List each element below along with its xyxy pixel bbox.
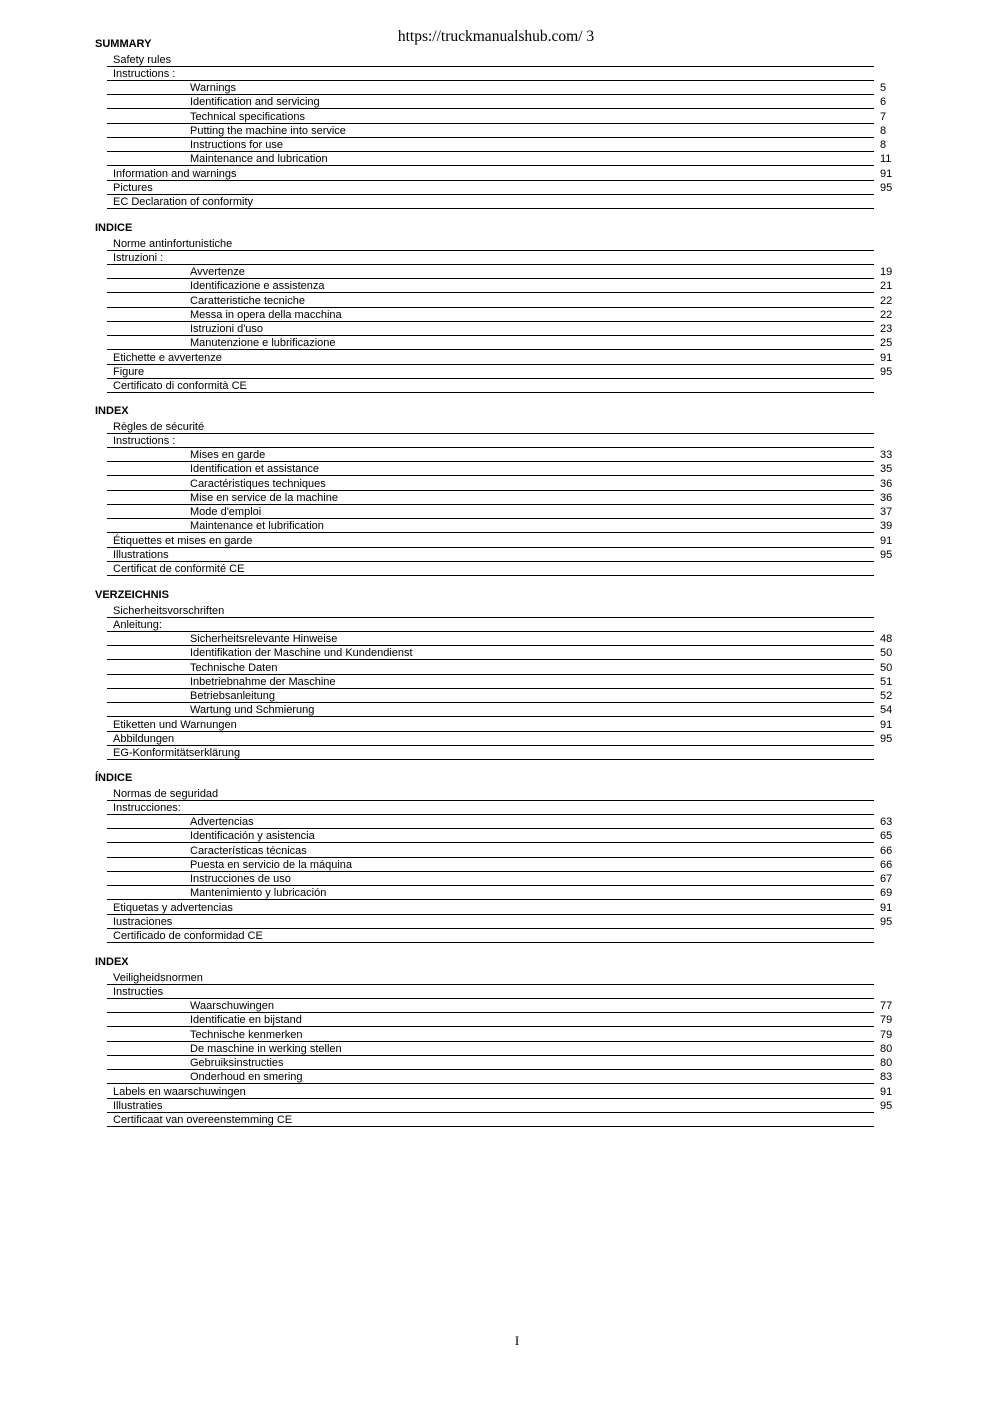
toc-entry-title: Illustraties xyxy=(113,1099,163,1112)
toc-entry-page: 83 xyxy=(880,1071,893,1084)
toc-entry-page: 52 xyxy=(880,690,893,702)
toc-entry-page: 69 xyxy=(880,887,893,900)
toc-entry[interactable] xyxy=(0,505,992,519)
toc-entry[interactable] xyxy=(0,915,992,929)
toc-entry-rule xyxy=(107,392,874,393)
toc-entry-title: Caractéristiques techniques xyxy=(190,477,326,490)
toc-entry[interactable] xyxy=(0,746,992,760)
toc-entry-title: Sicherheitsrelevante Hinweise xyxy=(190,633,338,645)
toc-entry[interactable] xyxy=(0,167,992,181)
toc-entry-page: 5 xyxy=(880,82,887,94)
toc-entry-title: Veiligheidsnormen xyxy=(113,971,203,984)
toc-entry-page: 11 xyxy=(880,153,892,166)
toc-entry[interactable] xyxy=(0,548,992,562)
toc-entry[interactable] xyxy=(0,844,992,858)
section-heading: VERZEICHNIS xyxy=(95,589,169,601)
toc-entry-title: Anleitung: xyxy=(113,618,162,631)
toc-entry-page: 7 xyxy=(880,110,887,123)
toc-entry-page: 63 xyxy=(880,816,893,828)
toc-entry[interactable] xyxy=(0,477,992,491)
toc-entry-title: Avvertenze xyxy=(190,266,245,278)
toc-entry[interactable] xyxy=(0,181,992,195)
toc-entry-title: Características técnicas xyxy=(190,844,307,857)
toc-entry-title: Instructions for use xyxy=(190,139,283,151)
toc-entry-page: 25 xyxy=(880,337,893,350)
toc-entry-title: Manutenzione e lubrificazione xyxy=(190,337,336,350)
toc-entry-page: 95 xyxy=(880,915,893,928)
toc-entry-title: De maschine in werking stellen xyxy=(190,1042,342,1055)
toc-entry-title: Illustrations xyxy=(113,548,169,561)
toc-entry[interactable] xyxy=(0,420,992,434)
toc-entry[interactable] xyxy=(0,787,992,801)
toc-entry[interactable] xyxy=(0,53,992,67)
toc-entry[interactable] xyxy=(0,632,992,646)
toc-entry-title: Maintenance et lubrification xyxy=(190,520,324,533)
toc-entry-page: 79 xyxy=(880,1028,893,1041)
toc-entry-page: 66 xyxy=(880,844,893,857)
toc-entry-page: 37 xyxy=(880,506,893,518)
toc-entry[interactable] xyxy=(0,1070,992,1084)
toc-entry[interactable] xyxy=(0,1113,992,1127)
toc-entry[interactable] xyxy=(0,81,992,95)
toc-entry[interactable] xyxy=(0,858,992,872)
toc-entry[interactable] xyxy=(0,815,992,829)
toc-entry-title: Puesta en servicio de la máquina xyxy=(190,858,353,871)
toc-entry-title: Abbildungen xyxy=(113,732,175,745)
toc-entry[interactable] xyxy=(0,1028,992,1042)
toc-entry-title: Advertencias xyxy=(190,816,254,828)
toc-entry-page: 19 xyxy=(880,266,893,278)
toc-entry-title: Etiquetas y advertencias xyxy=(113,901,233,914)
toc-entry-page: 33 xyxy=(880,449,893,461)
toc-entry-title: Waarschuwingen xyxy=(190,1000,274,1012)
toc-entry-title: Messa in opera della macchina xyxy=(190,308,342,321)
toc-entry-title: Maintenance and lubrication xyxy=(190,153,328,166)
toc-entry-title: Putting the machine into service xyxy=(190,124,346,137)
toc-entry-page: 51 xyxy=(880,675,893,688)
toc-entry-title: Identification et assistance xyxy=(190,463,320,476)
toc-entry-title: Étiquettes et mises en garde xyxy=(113,534,253,547)
toc-entry-title: Instructies xyxy=(113,985,164,998)
toc-entry-page: 91 xyxy=(880,1085,893,1098)
toc-entry[interactable] xyxy=(0,294,992,308)
header-url[interactable]: https://truckmanualshub.com/ 3 xyxy=(397,28,595,45)
section-heading: ÍNDICE xyxy=(95,772,133,784)
toc-entry[interactable] xyxy=(0,448,992,462)
toc-entry-page: 54 xyxy=(880,704,893,717)
toc-entry[interactable] xyxy=(0,1013,992,1027)
toc-entry[interactable] xyxy=(0,67,992,81)
toc-entry-title: Instrucciones de uso xyxy=(190,873,291,885)
toc-entry-page: 50 xyxy=(880,661,893,674)
toc-entry-title: Normas de seguridad xyxy=(113,787,219,800)
toc-entry-title: Gebruiksinstructies xyxy=(190,1057,284,1069)
toc-entry-page: 23 xyxy=(880,323,893,335)
toc-entry[interactable] xyxy=(0,351,992,365)
toc-entry-title: Sicherheitsvorschriften xyxy=(113,604,225,617)
section-heading: INDICE xyxy=(95,222,133,234)
toc-entry-title: Betriebsanleitung xyxy=(190,690,276,702)
toc-entry-title: Certificaat van overeenstemming CE xyxy=(113,1114,293,1126)
toc-entry[interactable] xyxy=(0,95,992,109)
toc-entry[interactable] xyxy=(0,872,992,886)
toc-entry-page: 22 xyxy=(880,308,893,321)
toc-entry-title: Technische kenmerken xyxy=(190,1028,303,1041)
toc-entry[interactable] xyxy=(0,110,992,124)
toc-entry[interactable] xyxy=(0,661,992,675)
toc-entry[interactable] xyxy=(0,971,992,985)
toc-entry[interactable] xyxy=(0,646,992,660)
section-heading: INDEX xyxy=(95,405,129,417)
toc-entry[interactable] xyxy=(0,1056,992,1070)
toc-entry-title: Caratteristiche tecniche xyxy=(190,294,305,307)
toc-entry[interactable] xyxy=(0,689,992,703)
toc-entry[interactable] xyxy=(0,703,992,717)
toc-entry-title: Instructions : xyxy=(113,434,176,447)
toc-entry[interactable] xyxy=(0,534,992,548)
toc-entry-title: Warnings xyxy=(190,82,237,94)
toc-entry-page: 50 xyxy=(880,647,893,660)
toc-entry-page: 8 xyxy=(880,124,887,137)
toc-entry-title: Istruzioni : xyxy=(113,251,164,264)
toc-entry-page: 91 xyxy=(880,534,893,547)
toc-entry[interactable] xyxy=(0,929,992,943)
toc-entry[interactable] xyxy=(0,462,992,476)
toc-entry[interactable] xyxy=(0,718,992,732)
toc-entry-title: Information and warnings xyxy=(113,167,237,180)
toc-entry[interactable] xyxy=(0,562,992,576)
toc-entry[interactable] xyxy=(0,1085,992,1099)
toc-entry[interactable] xyxy=(0,138,992,152)
section-heading: SUMMARY xyxy=(95,38,152,50)
toc-entry-title: EG-Konformitätserklärung xyxy=(113,747,241,759)
toc-entry-title: Mises en garde xyxy=(190,449,266,461)
toc-entry[interactable] xyxy=(0,999,992,1013)
toc-entry[interactable] xyxy=(0,491,992,505)
toc-entry-page: 80 xyxy=(880,1042,893,1055)
toc-entry-page: 6 xyxy=(880,96,887,109)
toc-entry[interactable] xyxy=(0,732,992,746)
toc-entry[interactable] xyxy=(0,985,992,999)
toc-entry[interactable] xyxy=(0,434,992,448)
toc-entry-page: 36 xyxy=(880,491,893,504)
toc-entry-title: Iustraciones xyxy=(113,915,173,928)
toc-entry-rule xyxy=(107,575,874,576)
toc-entry-title: Mise en service de la machine xyxy=(190,491,338,504)
toc-entry-page: 48 xyxy=(880,633,893,645)
toc-entry[interactable] xyxy=(0,152,992,166)
toc-entry[interactable] xyxy=(0,279,992,293)
toc-entry-title: Norme antinfortunistiche xyxy=(113,237,233,250)
toc-entry-page: 77 xyxy=(880,1000,893,1012)
toc-entry[interactable] xyxy=(0,379,992,393)
toc-entry-title: Identificazione e assistenza xyxy=(190,280,325,293)
toc-entry-title: Règles de sécurité xyxy=(113,420,205,433)
toc-entry-title: Identificatie en bijstand xyxy=(190,1014,302,1027)
toc-entry-title: Mantenimiento y lubricación xyxy=(190,887,327,900)
toc-entry-page: 91 xyxy=(880,901,893,914)
toc-entry-title: Instructions : xyxy=(113,67,176,80)
toc-entry-page: 65 xyxy=(880,830,893,843)
toc-entry[interactable] xyxy=(0,1099,992,1113)
toc-entry-title: Identifikation der Maschine und Kundendienst xyxy=(190,647,413,660)
toc-entry-page: 79 xyxy=(880,1014,893,1027)
toc-entry-page: 67 xyxy=(880,873,893,885)
toc-entry[interactable] xyxy=(0,237,992,251)
toc-entry-title: Certificato di conformità CE xyxy=(113,380,247,392)
toc-entry-title: Labels en waarschuwingen xyxy=(113,1085,246,1098)
toc-entry-page: 22 xyxy=(880,294,893,307)
toc-entry[interactable] xyxy=(0,675,992,689)
toc-entry-title: Certificado de conformidad CE xyxy=(113,930,263,942)
toc-entry-page: 95 xyxy=(880,732,893,745)
toc-entry[interactable] xyxy=(0,195,992,209)
toc-entry-title: Safety rules xyxy=(113,53,172,66)
toc-entry-title: Figure xyxy=(113,365,145,378)
toc-entry[interactable] xyxy=(0,901,992,915)
toc-entry-page: 80 xyxy=(880,1057,893,1069)
toc-entry-title: Wartung und Schmierung xyxy=(190,704,315,717)
toc-entry-page: 66 xyxy=(880,858,893,871)
toc-entry-page: 95 xyxy=(880,548,893,561)
toc-entry-title: Technische Daten xyxy=(190,661,278,674)
toc-entry-page: 36 xyxy=(880,477,893,490)
toc-entry-page: 39 xyxy=(880,520,893,533)
toc-entry-title: Inbetriebnahme der Maschine xyxy=(190,675,336,688)
toc-entry[interactable] xyxy=(0,251,992,265)
toc-entry-title: Pictures xyxy=(113,181,153,194)
toc-entry[interactable] xyxy=(0,618,992,632)
toc-entry[interactable] xyxy=(0,336,992,350)
toc-entry-title: Etiketten und Warnungen xyxy=(113,718,237,731)
toc-entry-rule xyxy=(107,208,874,209)
toc-entry-title: EC Declaration of conformity xyxy=(113,196,253,208)
page-number: I xyxy=(514,1333,520,1348)
toc-entry[interactable] xyxy=(0,519,992,533)
toc-entry[interactable] xyxy=(0,124,992,138)
toc-entry-title: Technical specifications xyxy=(190,110,305,123)
toc-entry[interactable] xyxy=(0,604,992,618)
toc-entry-title: Mode d'emploi xyxy=(190,506,262,518)
toc-entry-page: 8 xyxy=(880,139,887,151)
toc-entry-rule xyxy=(107,759,874,760)
section-heading: INDEX xyxy=(95,956,129,968)
toc-entry[interactable] xyxy=(0,308,992,322)
toc-entry-page: 91 xyxy=(880,351,893,364)
toc-entry-page: 95 xyxy=(880,1099,893,1112)
toc-entry-rule xyxy=(107,942,874,943)
toc-entry-title: Onderhoud en smering xyxy=(190,1071,303,1084)
toc-entry-rule xyxy=(107,1126,874,1127)
toc-entry[interactable] xyxy=(0,801,992,815)
toc-entry[interactable] xyxy=(0,322,992,336)
toc-entry[interactable] xyxy=(0,365,992,379)
toc-entry-title: Instrucciones: xyxy=(113,801,181,814)
toc-entry[interactable] xyxy=(0,1042,992,1056)
toc-entry[interactable] xyxy=(0,265,992,279)
toc-entry-page: 21 xyxy=(880,280,893,293)
toc-entry[interactable] xyxy=(0,886,992,900)
toc-entry-page: 91 xyxy=(880,167,893,180)
toc-entry-title: Istruzioni d'uso xyxy=(190,323,264,335)
toc-entry[interactable] xyxy=(0,829,992,843)
toc-entry-title: Certificat de conformité CE xyxy=(113,563,245,575)
toc-entry-page: 95 xyxy=(880,181,893,194)
toc-entry-page: 95 xyxy=(880,365,893,378)
toc-entry-title: Identificación y asistencia xyxy=(190,830,315,843)
toc-entry-title: Etichette e avvertenze xyxy=(113,351,222,364)
toc-entry-page: 91 xyxy=(880,718,893,731)
toc-entry-title: Identification and servicing xyxy=(190,96,320,109)
toc-entry-page: 35 xyxy=(880,463,893,476)
